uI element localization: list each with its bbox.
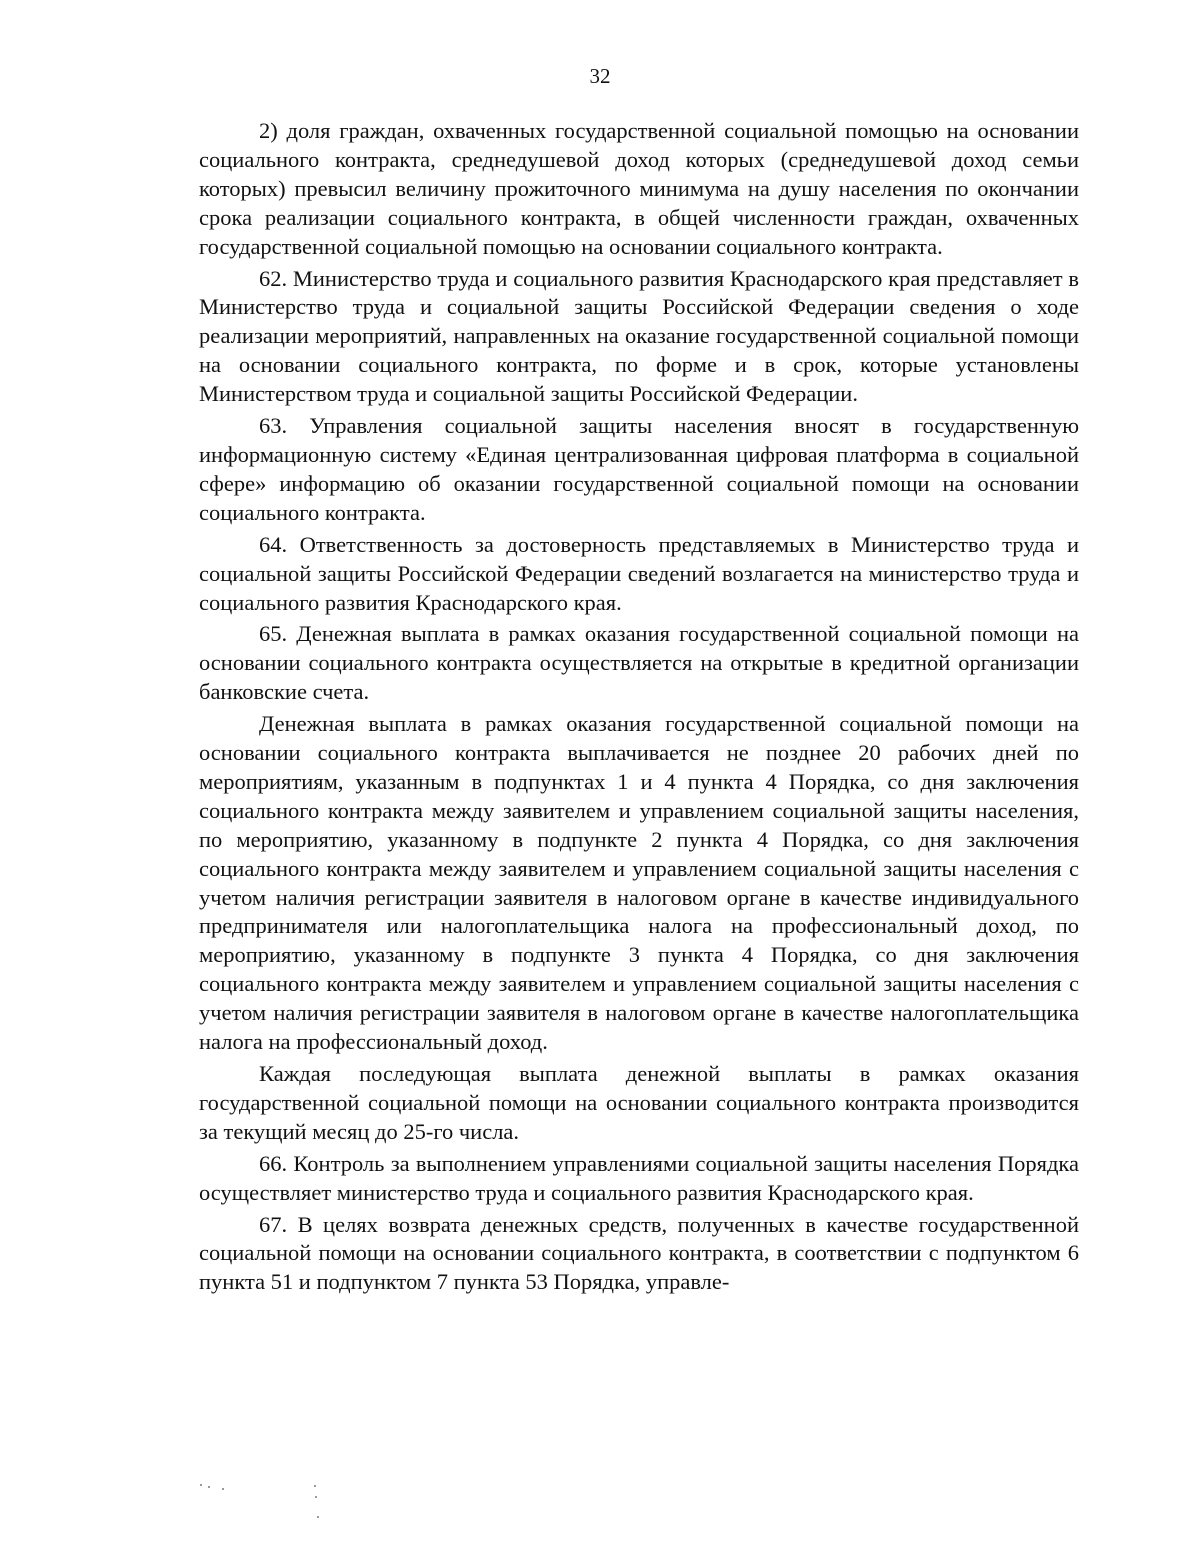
paragraph-65-payment-terms: Денежная выплата в рамках оказания государственной социальной помощи на основании социального контракта выплачивается не позднее 20 рабочих дней по мероприятиям, указанным в подпунктах 1 и 4 пункта 4 Порядка, со дня заключения социального контракта между заявителем и управлением социальной защиты населения, по мероприятию, указанному в подпункте 2 пункта 4 Порядка, со дня заключения социального контракта между заявителем и управлением социальной защиты населения с учетом наличия регистрации заявителя в налоговом органе в качестве индивидуального предпринимателя или налогоплательщика налога на профессиональный доход, по мероприятию, указанному в подпункте 3 пункта 4 Порядка, со дня заключения социального контракта между заявителем и управлением социальной защиты населения с учетом наличия регистрации заявителя в налоговом органе в качестве налогоплательщика налога на профессиональный доход.: [199, 711, 1079, 1055]
page-number: 32: [589, 64, 611, 88]
paragraph-67: 67. В целях возврата денежных средств, полученных в качестве государственной социальной помощи на основании социального контракта, в соответствии с подпунктом 6 пункта 51 и подпунктом 7 пункта 53 Порядка, управле-: [199, 1211, 1079, 1295]
scan-specks: [196, 1482, 336, 1522]
paragraph-61-item-2: 2) доля граждан, охваченных государственной социальной помощью на основании социального контракта, среднедушевой доход которых (среднедушевой доход семьи которых) превысил величину прожиточного минимума на душу населения по окончании срока реализации социального контракта, в общей численности граждан, охваченных государственной социальной помощью на основании социального контракта.: [199, 118, 1079, 259]
paragraph-65-subsequent-payment: Каждая последующая выплата денежной выплаты в рамках оказания государственной социальной помощи на основании социального контракта производится за текущий месяц до 25-го числа.: [199, 1061, 1079, 1144]
scan-speck: [315, 1496, 317, 1498]
paragraph-64: 64. Ответственность за достоверность представляемых в Министерство труда и социальной защиты Российской Федерации сведений возлагается на министерство труда и социального развития Краснодарского края.: [199, 531, 1079, 615]
paragraph-63: 63. Управления социальной защиты населения вносят в государственную информационную систему «Единая централизованная цифровая платформа в социальной сфере» информацию об оказании государственной социальной помощи на основании социального контракта.: [199, 413, 1079, 525]
scan-speck: [208, 1486, 210, 1488]
scan-speck: [314, 1485, 316, 1487]
scan-speck: [200, 1484, 202, 1486]
paragraph-66: 66. Контроль за выполнением управлениями социальной защиты населения Порядка осуществляет министерство труда и социального развития Краснодарского края.: [199, 1150, 1079, 1205]
scan-speck: [317, 1516, 319, 1518]
scan-speck: [222, 1488, 224, 1490]
paragraph-62: 62. Министерство труда и социального развития Краснодарского края представляет в Министерство труда и социальной защиты Российской Федерации сведения о ходе реализации мероприятий, направленных на оказание государственной социальной помощи на основании социального контракта, по форме и в срок, которые установлены Министерством труда и социальной защиты Российской Федерации.: [199, 265, 1079, 407]
paragraph-65: 65. Денежная выплата в рамках оказания государственной социальной помощи на основании социального контракта осуществляется на открытые в кредитной организации банковские счета.: [199, 621, 1079, 705]
document-body: [199, 117, 1079, 1297]
